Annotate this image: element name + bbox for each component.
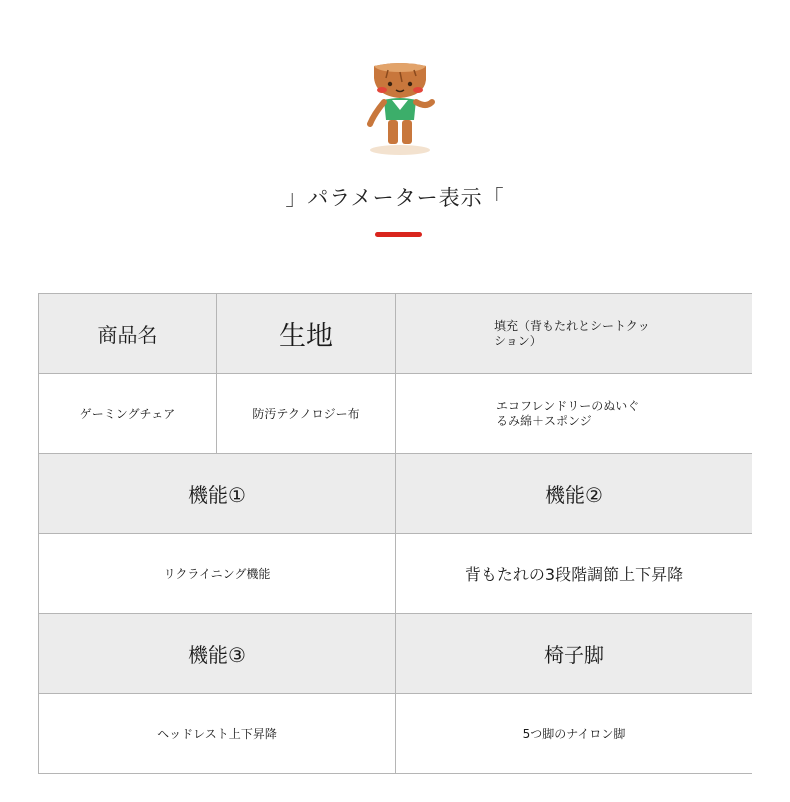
function1-value: リクライニング機能	[39, 534, 396, 614]
title-accent-bar	[375, 232, 422, 237]
function2-label: 機能②	[396, 454, 752, 534]
legs-value: 5つ脚のナイロン脚	[396, 694, 752, 773]
function1-label: 機能①	[39, 454, 396, 534]
material-label: 生地	[217, 294, 396, 374]
page-title: 」パラメーター表示「	[285, 186, 505, 210]
material-value: 防汚テクノロジー布	[217, 374, 396, 454]
filling-label: 填充（背もたれとシートクッ ション）	[396, 294, 752, 374]
function3-label: 機能③	[39, 614, 396, 694]
filling-value: エコフレンドリーのぬいぐ るみ綿＋スポンジ	[396, 374, 752, 454]
product-name-value: ゲーミングチェア	[39, 374, 217, 454]
function3-value: ヘッドレスト上下昇降	[39, 694, 396, 773]
legs-label: 椅子脚	[396, 614, 752, 694]
product-name-label: 商品名	[39, 294, 217, 374]
function2-value: 背もたれの3段階調節上下昇降	[396, 534, 752, 614]
tree-stump-mascot-icon	[360, 58, 440, 158]
parameter-table	[38, 293, 752, 774]
